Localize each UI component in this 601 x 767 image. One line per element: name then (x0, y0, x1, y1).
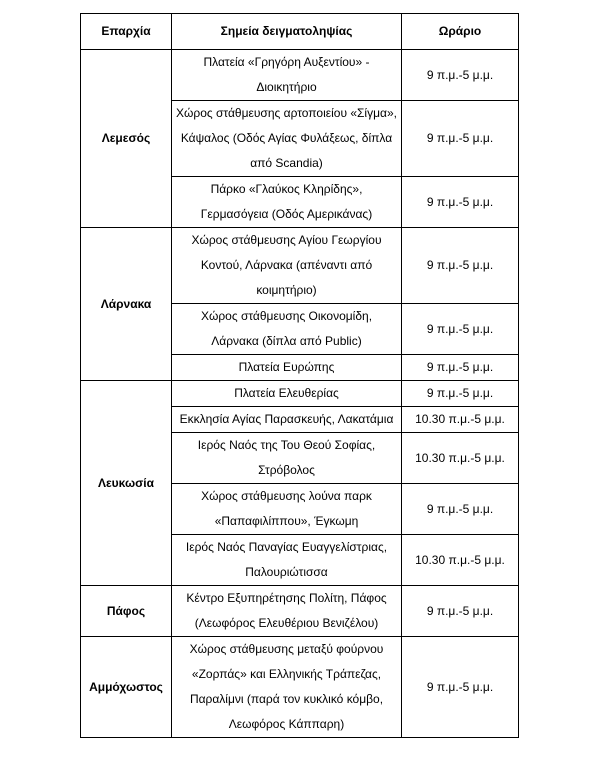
district-cell: Πάφος (81, 586, 172, 637)
hours-cell: 9 π.μ.-5 μ.μ. (402, 637, 519, 738)
table-row (81, 50, 519, 101)
location-cell: Χώρος στάθμευσης Οικονομίδη, Λάρνακα (δίπλα από Public) (172, 304, 402, 355)
location-cell: Χώρος στάθμευσης αρτοποιείου «Σίγμα», Κάψαλος (Οδός Αγίας Φυλάξεως, δίπλα από Scandia) (172, 101, 402, 177)
hours-cell: 9 π.μ.-5 μ.μ. (402, 355, 519, 381)
district-cell: Λευκωσία (81, 381, 172, 586)
location-cell: Εκκλησία Αγίας Παρασκευής, Λακατάμια (172, 407, 402, 433)
location-cell: Πάρκο «Γλαύκος Κληρίδης», Γερμασόγεια (Οδός Αμερικάνας) (172, 177, 402, 228)
hours-cell: 9 π.μ.-5 μ.μ. (402, 381, 519, 407)
table-row (81, 586, 519, 637)
hours-cell: 9 π.μ.-5 μ.μ. (402, 50, 519, 101)
location-cell: Χώρος στάθμευσης λούνα παρκ «Παπαφιλίππου», Έγκωμη (172, 484, 402, 535)
header-district: Επαρχία (81, 14, 172, 50)
location-cell: Ιερός Ναός της Του Θεού Σοφίας, Στρόβολος (172, 433, 402, 484)
location-cell: Ιερός Ναός Παναγίας Ευαγγελίστριας, Παλουριώτισσα (172, 535, 402, 586)
hours-cell: 9 π.μ.-5 μ.μ. (402, 101, 519, 177)
hours-cell: 10.30 π.μ.-5 μ.μ. (402, 535, 519, 586)
hours-cell: 10.30 π.μ.-5 μ.μ. (402, 433, 519, 484)
header-sampling-points: Σημεία δειγματοληψίας (172, 14, 402, 50)
hours-cell: 9 π.μ.-5 μ.μ. (402, 586, 519, 637)
table-row (81, 637, 519, 738)
header-hours: Ωράριο (402, 14, 519, 50)
district-cell: Λάρνακα (81, 228, 172, 381)
hours-cell: 10.30 π.μ.-5 μ.μ. (402, 407, 519, 433)
location-cell: Κέντρο Εξυπηρέτησης Πολίτη, Πάφος (Λεωφόρος Ελευθέριου Βενιζέλου) (172, 586, 402, 637)
district-cell: Αμμόχωστος (81, 637, 172, 738)
hours-cell: 9 π.μ.-5 μ.μ. (402, 177, 519, 228)
header-row (81, 14, 519, 50)
hours-cell: 9 π.μ.-5 μ.μ. (402, 484, 519, 535)
table-row (81, 381, 519, 407)
location-cell: Πλατεία Ευρώπης (172, 355, 402, 381)
sampling-schedule-table (80, 13, 519, 738)
location-cell: Χώρος στάθμευσης μεταξύ φούρνου «Ζορπάς» και Ελληνικής Τράπεζας, Παραλίμνι (παρά τον κυκλικό κόμβο, Λεωφόρος Κάππαρη) (172, 637, 402, 738)
location-cell: Χώρος στάθμευσης Αγίου Γεωργίου Κοντού, Λάρνακα (απέναντι από κοιμητήριο) (172, 228, 402, 304)
hours-cell: 9 π.μ.-5 μ.μ. (402, 228, 519, 304)
hours-cell: 9 π.μ.-5 μ.μ. (402, 304, 519, 355)
district-cell: Λεμεσός (81, 50, 172, 228)
location-cell: Πλατεία Ελευθερίας (172, 381, 402, 407)
table-row (81, 228, 519, 304)
location-cell: Πλατεία «Γρηγόρη Αυξεντίου» - Διοικητήριο (172, 50, 402, 101)
